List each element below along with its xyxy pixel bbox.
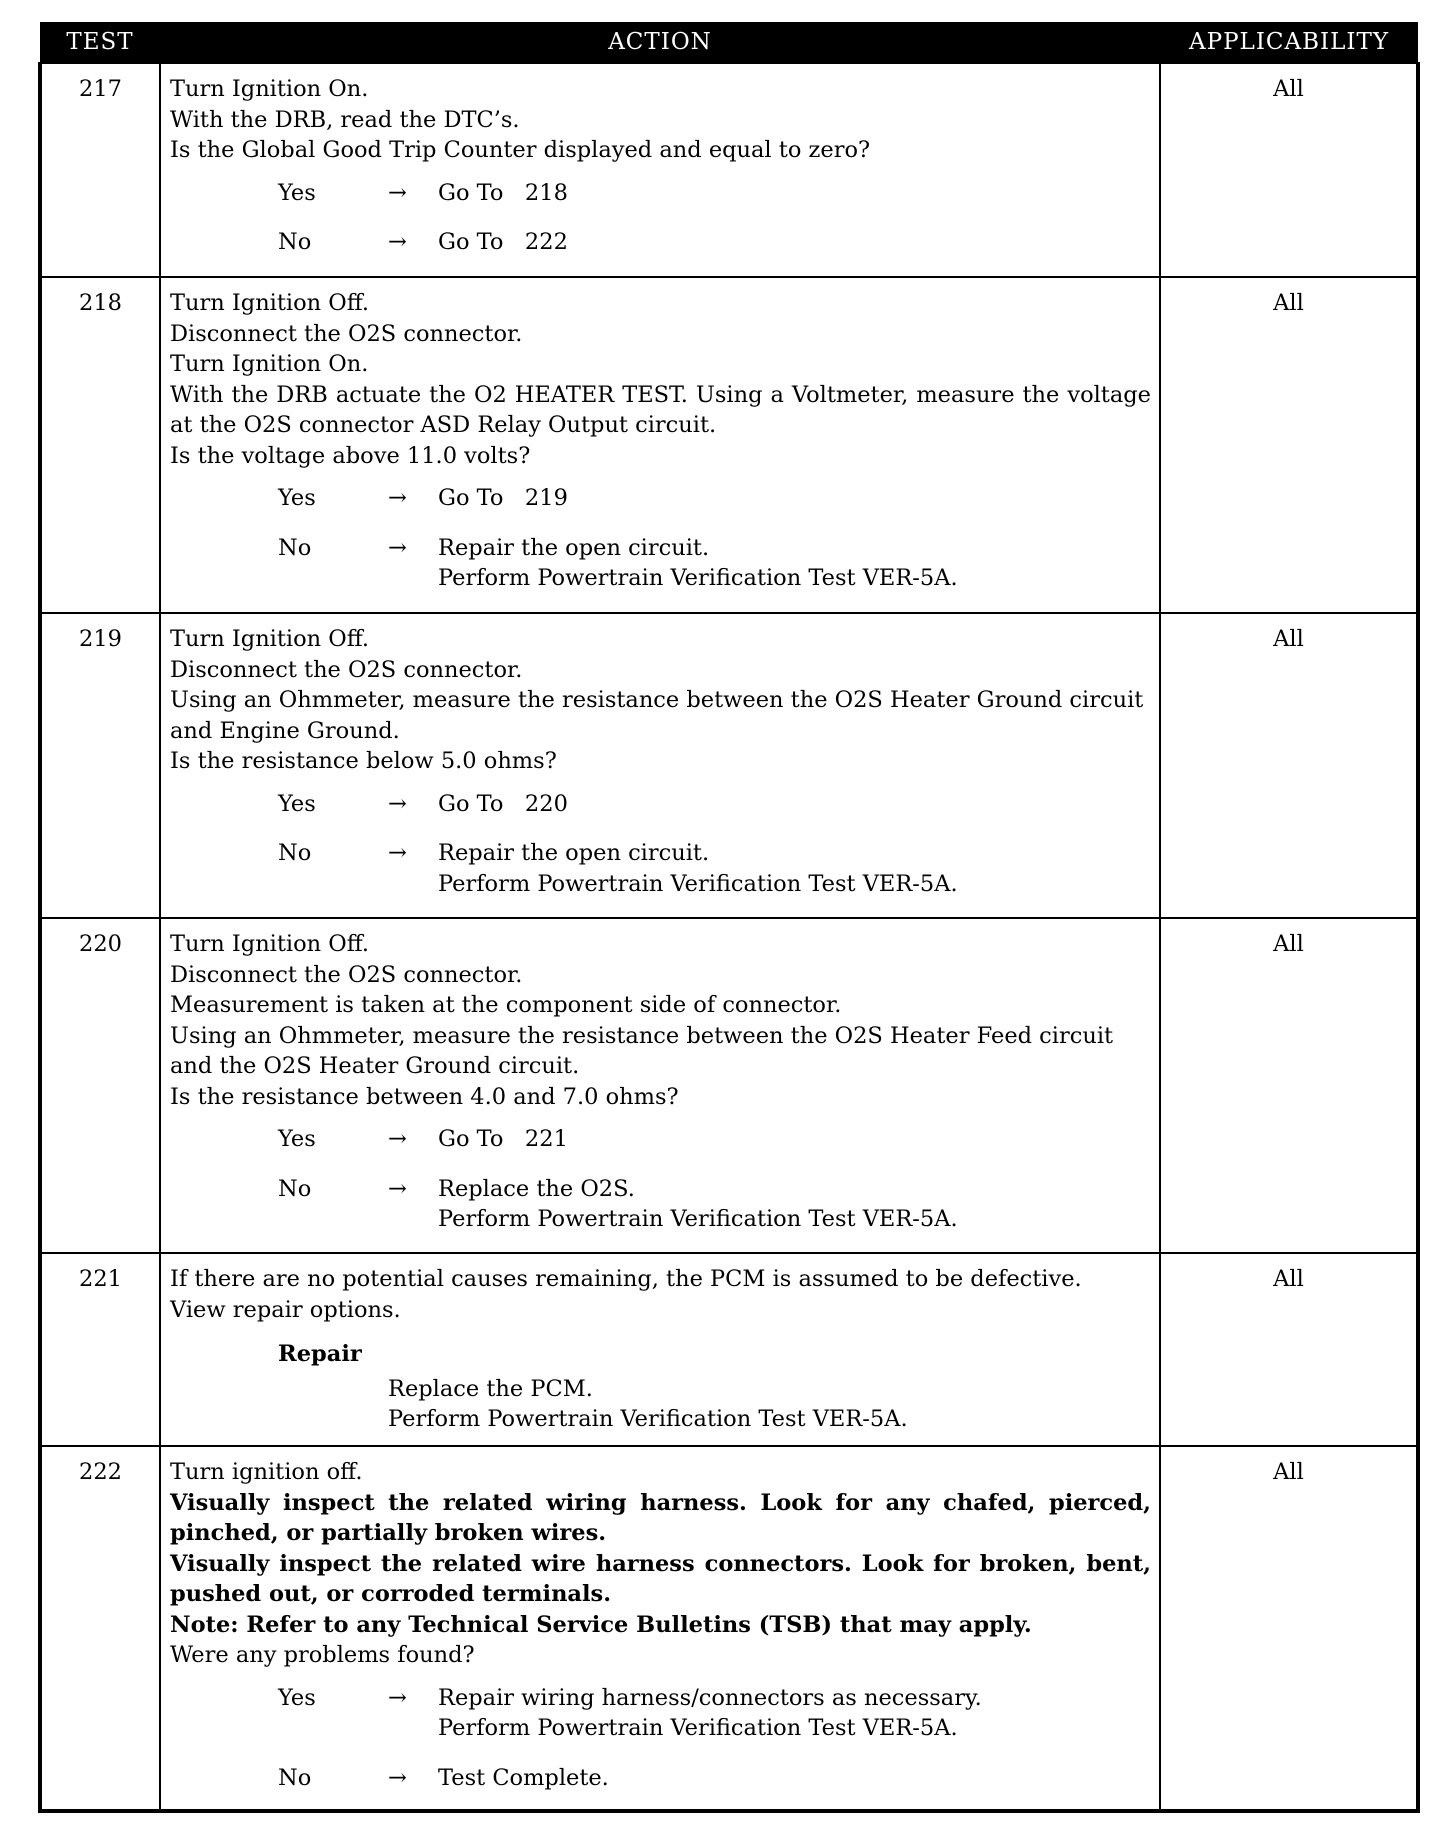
table-header-row: [40, 22, 1418, 63]
action-line: With the DRB, read the DTC’s.: [170, 106, 520, 133]
test-number: 217: [40, 63, 160, 277]
action-line: With the DRB actuate the O2 HEATER TEST. Using a Voltmeter, measure the voltage at the O2S connector ASD Relay Output circuit.: [170, 381, 1151, 438]
applicability: All: [1160, 1253, 1418, 1446]
repair-step: Perform Powertrain Verification Test VER-5A.: [388, 1406, 908, 1432]
action-line: Disconnect the O2S connector.: [170, 320, 523, 347]
action-cell: [160, 1253, 1160, 1446]
choice-yes: [278, 1124, 1151, 1155]
action-line: View repair options.: [170, 1296, 401, 1323]
choice-answer: No: [278, 229, 312, 255]
arrow-icon: →: [388, 1684, 407, 1711]
choice-no: [278, 1174, 1151, 1235]
action-cell: [160, 277, 1160, 613]
header-action: ACTION: [160, 22, 1160, 63]
action-line: Turn Ignition Off.: [170, 290, 370, 316]
action-line: Disconnect the O2S connector.: [170, 656, 523, 683]
action-line: Is the resistance below 5.0 ohms?: [170, 748, 557, 774]
action-line: Disconnect the O2S connector.: [170, 961, 523, 988]
diagnostic-test-table: [38, 22, 1416, 1813]
action-line: Using an Ohmmeter, measure the resistance between the O2S Heater Ground circuit and Engine Ground.: [170, 687, 1144, 744]
repair-step: Replace the PCM.: [388, 1375, 593, 1402]
choice-answer: Yes: [278, 790, 316, 817]
choice-answer: Yes: [278, 485, 316, 511]
table-row: [40, 63, 1418, 277]
tsb-note: Note: Refer to any Technical Service Bulletins (TSB) that may apply.: [170, 1611, 1032, 1638]
action-line: Is the resistance between 4.0 and 7.0 ohms?: [170, 1083, 679, 1110]
choices: [170, 178, 1151, 258]
action-line: Is the Global Good Trip Counter displayed and equal to zero?: [170, 137, 871, 163]
choices: [170, 1124, 1151, 1235]
choice-no: [278, 1763, 1151, 1794]
table-row: [40, 613, 1418, 918]
choice-answer: Yes: [278, 1126, 316, 1152]
action-line: Turn Ignition On.: [170, 351, 369, 377]
applicability: All: [1160, 277, 1418, 613]
choice-result: Go To 221: [438, 1126, 568, 1152]
choice-answer: Yes: [278, 179, 316, 206]
inspection-note: Visually inspect the related wire harness connectors. Look for broken, bent, pushed out, or corroded terminals.: [170, 1550, 1151, 1607]
arrow-icon: →: [388, 1126, 407, 1152]
test-number: 221: [40, 1253, 160, 1446]
action-line: Turn Ignition Off.: [170, 626, 370, 652]
action-line: If there are no potential causes remaining, the PCM is assumed to be defective.: [170, 1266, 1082, 1292]
inspection-note: Visually inspect the related wiring harness. Look for any chafed, pierced, pinched, or partially broken wires.: [170, 1489, 1151, 1546]
choice-answer: No: [278, 1175, 312, 1202]
header-test: TEST: [40, 22, 160, 63]
action-line: Turn ignition off.: [170, 1459, 363, 1485]
action-question: Were any problems found?: [170, 1642, 475, 1668]
test-number: 218: [40, 277, 160, 613]
table-row: [40, 918, 1418, 1253]
action-line: Using an Ohmmeter, measure the resistance between the O2S Heater Feed circuit and the O2S Heater Ground circuit.: [170, 1022, 1114, 1079]
choice-result: Perform Powertrain Verification Test VER-5A.: [438, 565, 958, 591]
test-table: [38, 22, 1420, 1813]
choice-yes: [278, 483, 1151, 514]
choice-result: Repair the open circuit.: [438, 840, 710, 866]
choices: [170, 789, 1151, 900]
action-cell: [160, 918, 1160, 1253]
repair-steps: [388, 1374, 1151, 1435]
arrow-icon: →: [388, 534, 407, 561]
choice-answer: No: [278, 840, 312, 866]
applicability: All: [1160, 1446, 1418, 1811]
choice-result: Repair wiring harness/connectors as necessary.: [438, 1684, 982, 1711]
test-number: 220: [40, 918, 160, 1253]
applicability: All: [1160, 918, 1418, 1253]
choice-yes: [278, 1683, 1151, 1744]
choices: [170, 1683, 1151, 1794]
choice-answer: No: [278, 534, 312, 561]
choice-result: Go To 220: [438, 790, 568, 817]
repair-label: Repair: [278, 1341, 362, 1367]
action-line: Is the voltage above 11.0 volts?: [170, 442, 531, 469]
choice-result: Perform Powertrain Verification Test VER-5A.: [438, 1715, 958, 1741]
arrow-icon: →: [388, 229, 407, 255]
choice-result: Replace the O2S.: [438, 1175, 635, 1202]
arrow-icon: →: [388, 1764, 407, 1791]
choice-result: Perform Powertrain Verification Test VER-5A.: [438, 1206, 958, 1232]
table-row: [40, 1253, 1418, 1446]
choice-no: [278, 838, 1151, 899]
applicability: All: [1160, 63, 1418, 277]
arrow-icon: →: [388, 790, 407, 817]
choice-result: Repair the open circuit.: [438, 534, 710, 561]
applicability: All: [1160, 613, 1418, 918]
choice-result: Go To 219: [438, 485, 568, 511]
test-number: 219: [40, 613, 160, 918]
table-row: [40, 1446, 1418, 1811]
header-applicability: APPLICABILITY: [1160, 22, 1418, 63]
action-line: Measurement is taken at the component side of connector.: [170, 992, 842, 1018]
choice-no: [278, 533, 1151, 594]
action-line: Turn Ignition On.: [170, 76, 369, 102]
choice-answer: No: [278, 1764, 312, 1791]
action-line: Turn Ignition Off.: [170, 931, 370, 957]
action-cell: [160, 63, 1160, 277]
choice-result: Go To 218: [438, 179, 568, 206]
choice-result: Go To 222: [438, 229, 568, 255]
arrow-icon: →: [388, 179, 407, 206]
choice-yes: [278, 178, 1151, 209]
table-row: [40, 277, 1418, 613]
arrow-icon: →: [388, 1175, 407, 1202]
choice-answer: Yes: [278, 1684, 316, 1711]
arrow-icon: →: [388, 840, 407, 866]
action-cell: [160, 1446, 1160, 1811]
arrow-icon: →: [388, 485, 407, 511]
choice-result: Perform Powertrain Verification Test VER-5A.: [438, 870, 958, 897]
choice-result: Test Complete.: [438, 1764, 609, 1791]
choices: [170, 483, 1151, 594]
choice-yes: [278, 789, 1151, 820]
action-cell: [160, 613, 1160, 918]
test-number: 222: [40, 1446, 160, 1811]
choice-no: [278, 227, 1151, 258]
